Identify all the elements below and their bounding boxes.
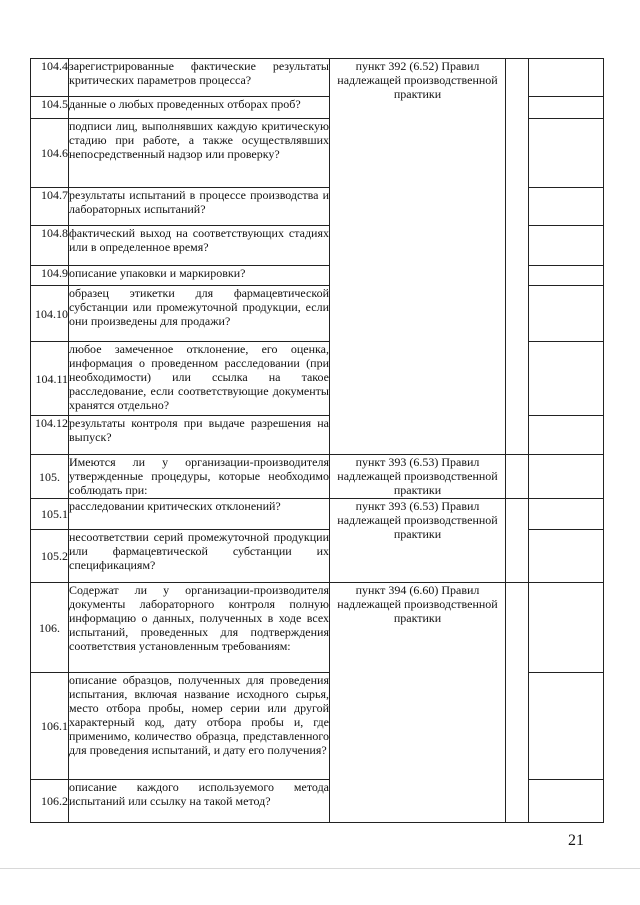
item-number: 104.4 <box>31 59 69 97</box>
item-number: 104.12 <box>31 416 69 455</box>
item-question: Содержат ли у организации-производителя документы лабораторного контроля полную информацию о данных, полученных в ходе всех испытаний, проведенных для подтверждения соответствия установленным требованиям: <box>69 583 330 673</box>
item-question: описание каждого используемого метода испытаний или ссылку на такой метод? <box>69 780 330 823</box>
notes-cell[interactable] <box>529 286 604 342</box>
table-row <box>31 583 604 673</box>
page-number: 21 <box>568 832 584 849</box>
item-number: 104.11 <box>31 342 69 416</box>
item-number: 104.9 <box>31 266 69 286</box>
notes-cell[interactable] <box>529 119 604 188</box>
item-question: фактический выход на соответствующих стадиях или в определенное время? <box>69 226 330 266</box>
table-row <box>31 455 604 499</box>
answer-cell[interactable] <box>506 499 529 583</box>
item-question: описание образцов, полученных для проведения испытания, включая название исходного сырья, место отбора пробы, номер серии или другой характерный код, дату отбора пробы и, где применимо, количество образца, представленного для проведения испытаний, и дату его получения? <box>69 673 330 780</box>
item-number: 104.8 <box>31 226 69 266</box>
item-number: 104.10 <box>31 286 69 342</box>
answer-cell[interactable] <box>506 455 529 499</box>
item-number: 105.1 <box>31 499 69 530</box>
notes-cell[interactable] <box>529 266 604 286</box>
regulation-reference: пункт 393 (6.53) Правил надлежащей производственной практики <box>330 499 506 583</box>
regulation-reference: пункт 394 (6.60) Правил надлежащей производственной практики <box>330 583 506 823</box>
notes-cell[interactable] <box>529 416 604 455</box>
item-question: образец этикетки для фармацевтической субстанции или промежуточной продукции, если они произведены для продажи? <box>69 286 330 342</box>
regulation-reference: пункт 393 (6.53) Правил надлежащей производственной практики <box>330 455 506 499</box>
item-number: 104.7 <box>31 188 69 226</box>
notes-cell[interactable] <box>529 59 604 97</box>
notes-cell[interactable] <box>529 583 604 673</box>
notes-cell[interactable] <box>529 97 604 119</box>
item-number: 104.5 <box>31 97 69 119</box>
notes-cell[interactable] <box>529 673 604 780</box>
item-question: описание упаковки и маркировки? <box>69 266 330 286</box>
item-question: Имеются ли у организации-производителя утвержденные процедуры, которые необходимо соблюдать при: <box>69 455 329 497</box>
table-row <box>31 499 604 530</box>
item-question: результаты контроля при выдаче разрешения на выпуск? <box>69 416 330 455</box>
item-question: несоответствии серий промежуточной продукции или фармацевтической субстанции их спецификациям? <box>69 530 330 583</box>
item-number: 104.6 <box>31 119 69 188</box>
scan-edge-line <box>0 868 640 869</box>
notes-cell[interactable] <box>529 188 604 226</box>
item-number: 106.1 <box>31 673 69 780</box>
item-question: любое замеченное отклонение, его оценка, информация о проведенном расследовании (при необходимости) или ссылка на такое расследование, если соответствующие документы хранятся отдельно? <box>69 342 330 416</box>
notes-cell[interactable] <box>529 499 604 530</box>
regulation-reference: пункт 392 (6.52) Правил надлежащей производственной практики <box>330 59 506 455</box>
notes-cell[interactable] <box>529 226 604 266</box>
item-question: подписи лиц, выполнявших каждую критическую стадию при работе, а также осуществлявших непосредственный надзор или проверку? <box>69 119 330 188</box>
item-question: расследовании критических отклонений? <box>69 499 330 530</box>
item-number: 106.2 <box>31 780 69 823</box>
notes-cell[interactable] <box>529 780 604 823</box>
notes-cell[interactable] <box>529 342 604 416</box>
answer-cell[interactable] <box>506 583 529 823</box>
item-question: зарегистрированные фактические результаты критических параметров процесса? <box>69 59 330 97</box>
item-number: 105.2 <box>31 530 69 583</box>
item-number: 106. <box>31 583 69 673</box>
item-question: результаты испытаний в процессе производства и лабораторных испытаний? <box>69 188 330 226</box>
item-question: данные о любых проведенных отборах проб? <box>69 97 330 119</box>
notes-cell[interactable] <box>529 530 604 583</box>
answer-cell[interactable] <box>506 59 529 455</box>
checklist-table <box>30 58 604 823</box>
item-number: 105. <box>31 455 69 499</box>
table-row <box>31 59 604 97</box>
notes-cell[interactable] <box>529 455 604 499</box>
